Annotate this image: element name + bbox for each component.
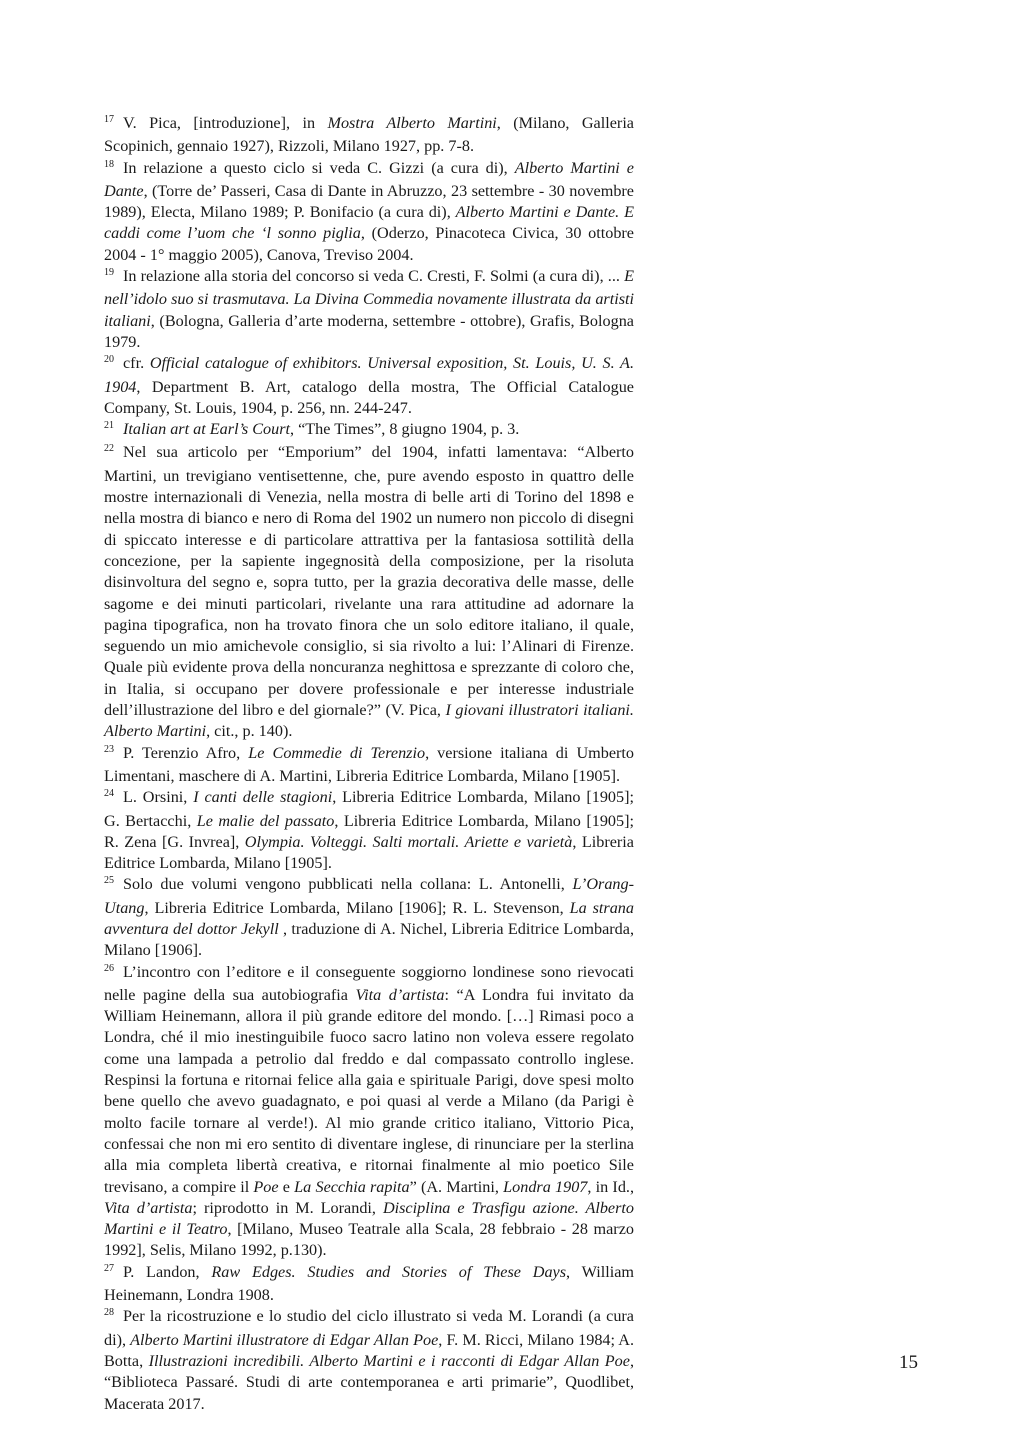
footnote-text: , “Biblioteca Passaré. Studi di arte contemporanea e arti primarie”, Quodlibet, Macerata 2017. — [104, 1351, 634, 1413]
footnote-italic-text: Raw Edges. Studies and Stories of These Days — [211, 1262, 567, 1281]
footnote-text: ” (A. Martini, — [409, 1177, 504, 1196]
footnote-italic-text: Official catalogue of exhibitors. Universal exposition, St. Louis, U. S. A. 1904 — [104, 354, 634, 396]
footnote-text: L. Orsini, — [123, 788, 194, 807]
footnote-italic-text: L’Orang-Utang — [104, 875, 634, 917]
footnote-text: , [Milano, Museo Teatrale alla Scala, 28 febbraio - 28 marzo 1992], Selis, Milano 1992, p.130). — [104, 1220, 634, 1260]
footnote-italic-text: Londra 1907 — [503, 1177, 588, 1196]
footnote-italic-text: Alberto Martini e Dante — [104, 158, 634, 200]
footnote-text: , traduzione di A. Nichel, Libreria Editrice Lombarda, Milano [1906]. — [104, 919, 634, 960]
footnote-number: 26 — [104, 962, 114, 974]
footnote-text: V. Pica, [introduzione], in — [123, 114, 328, 132]
footnote — [104, 962, 634, 1262]
footnote-text: Nel sua articolo per “Emporium” del 1904, infatti lamentava: “Alberto Martini, un trevigiano ventisettenne, che, pure avendo esposto in quattro delle mostre internazionali di Venezia, nella mostra di belle arti di Torino del 1898 e nella mostra di bianco e nero di Roma del 1902 un numero non piccolo di disegni di spiccato interesse e di particolare attrattiva per la fantasiosa sottilità della concezione, per la sapiente ingegnosità della composizione, per la risoluta disinvoltura del segno e, sopra tutto, per la grazia decorativa delle masse, delle sagome e dei minuti particolari, rivelante una rara attitudine ad adornare la pagina tipografica, non ha trovato finora che un solo editore italiano, il quale, seguendo un mio amichevole consiglio, si sia rivolto a lui: l’Alinari di Firenze. Quale più evidente prova della noncuranza neghittosa e sprezzante di coloro che, in Italia, si occupano per dovere professionale e per interesse industriale dell’illustrazione del libro e del giornale?” (V. Pica, — [104, 443, 634, 720]
footnote — [104, 1262, 634, 1307]
footnote-number: 19 — [104, 267, 114, 279]
footnote-text: : “A Londra fui invitato da William Heinemann, allora il più grande editore del mondo. […] Rimasi poco a Londra, ché il mio inestinguibile fuoco sacro latino non voleva essere regolato come una lampada a petrolio dal freddo e dal compassato controllo inglese. Respinsi la fortuna e ritornai felice alla gaia e spirituale Parigi, dove spesi molto bene quello che avevo guadagnato, e poi quasi al verde a Milano (da Parigi è molto facile tornare al verde!). Al mio grande critico italiano, Vittorio Pica, confessai che non mi ero sentito di diventare inglese, di rinunciare per la sterlina alla mia completa libertà creativa, e ritornai finalmente al mio poetico Sile trevisano, a compire il — [104, 985, 634, 1196]
footnote-text: , F. M. Ricci, Milano 1984; A. Botta, — [104, 1330, 634, 1370]
footnote — [104, 442, 634, 742]
footnote-number: 18 — [104, 158, 114, 170]
footnote-text: P. Landon, — [123, 1262, 212, 1281]
footnote-italic-text: Poe — [253, 1177, 279, 1196]
footnote-text: , Libreria Editrice Lombarda, Milano [1905]. — [104, 832, 634, 873]
footnote-text: , Department B. Art, catalogo della mostra, The Official Catalogue Company, St. Louis, 1904, p. 256, nn. 244-247. — [104, 377, 634, 417]
footnote — [104, 743, 634, 788]
footnote-text: P. Terenzio Afro, — [123, 743, 249, 762]
footnote-italic-text: Vita d’artista — [355, 985, 445, 1004]
footnote — [104, 787, 634, 874]
footnote-italic-text: Le malie del passato — [196, 811, 335, 830]
footnote-text: In relazione a questo ciclo si veda C. Gizzi (a cura di), — [123, 158, 515, 177]
footnote-italic-text: I canti delle stagioni — [193, 788, 333, 807]
footnote-italic-text: Disciplina e Trasfigu azione. Alberto Martini e il Teatro — [104, 1198, 635, 1239]
footnote-italic-text: Olympia. Volteggi. Salti mortali. Ariette e varietà — [244, 832, 573, 851]
footnote-number: 24 — [104, 788, 114, 800]
footnote-text: , cit., p. 140). — [206, 722, 293, 741]
footnote — [104, 1306, 634, 1414]
page-number: 15 — [899, 1352, 918, 1373]
footnote-italic-text: La Secchia rapita — [294, 1177, 410, 1196]
footnote — [104, 266, 634, 353]
footnote — [104, 419, 634, 442]
footnote-text: , (Torre de’ Passeri, Casa di Dante in Abruzzo, 23 settembre - 30 novembre 1989), Electa, Milano 1989; P. Bonifacio (a cura di), — [104, 181, 634, 222]
footnote-text: , (Oderzo, Pinacoteca Civica, 30 ottobre 2004 - 1° maggio 2005), Canova, Treviso 2004. — [104, 224, 634, 264]
footnote-text: , Libreria Editrice Lombarda, Milano [1905]; G. Bertacchi, — [104, 788, 635, 830]
footnote-text: , in Id., — [587, 1177, 635, 1196]
footnote-text: , Libreria Editrice Lombarda, Milano [1906]; R. L. Stevenson, — [144, 898, 570, 917]
footnote-text: , William Heinemann, Londra 1908. — [104, 1262, 635, 1305]
footnote-text: ; riprodotto in M. Lorandi, — [192, 1198, 383, 1217]
footnote-italic-text: I giovani illustratori italiani. Alberto Martini — [104, 701, 634, 741]
footnote-text: , Libreria Editrice Lombarda, Milano [1905]; R. Zena [G. Invrea], — [104, 811, 634, 851]
footnote-number: 17 — [104, 114, 114, 125]
footnote-text: L’incontro con l’editore e il conseguente soggiorno londinese sono rievocati nelle pagine della sua autobiografia — [104, 962, 634, 1004]
footnote-text: , (Bologna, Galleria d’arte moderna, settembre - ottobre), Grafis, Bologna 1979. — [104, 311, 634, 351]
footnote — [104, 158, 634, 266]
footnote-text: , “The Times”, 8 giugno 1904, p. 3. — [290, 420, 520, 439]
footnote-italic-text: Italian art at Earl’s Court — [123, 420, 290, 439]
footnote-text: , (Milano, Galleria Scopinich, gennaio 1927), Rizzoli, Milano 1927, pp. 7-8. — [104, 114, 634, 156]
footnote-text: e — [278, 1177, 295, 1196]
footnote-number: 27 — [104, 1262, 114, 1274]
footnote — [104, 353, 634, 419]
footnote — [104, 874, 634, 961]
footnote-text: , versione italiana di Umberto Limentani, maschere di A. Martini, Libreria Editrice Lombarda, Milano [1905]. — [104, 743, 634, 785]
footnote-italic-text: Le Commedie di Terenzio — [248, 743, 426, 762]
footnote-text: Per la ricostruzione e lo studio del ciclo illustrato si veda M. Lorandi (a cura di), — [104, 1307, 634, 1349]
footnote-number: 21 — [104, 420, 114, 432]
footnote-text: Solo due volumi vengono pubblicati nella collana: L. Antonelli, — [123, 875, 573, 894]
footnote-italic-text: E nell’idolo suo si trasmutava. La Divina Commedia novamente illustrata da artisti italiani — [104, 267, 634, 330]
footnote-italic-text: Alberto Martini illustratore di Edgar Allan Poe — [130, 1330, 439, 1349]
footnote-number: 22 — [104, 443, 114, 455]
footnote-italic-text: Vita d’artista — [104, 1198, 193, 1217]
footnote-number: 23 — [104, 743, 114, 755]
footnote-italic-text: Illustrazioni incredibili. Alberto Martini e i racconti di Edgar Allan Poe — [148, 1351, 630, 1370]
footnote-number: 25 — [104, 875, 114, 887]
footnote — [104, 113, 634, 158]
footnote-number: 20 — [104, 354, 114, 366]
footnote-number: 28 — [104, 1307, 114, 1319]
footnote-text: In relazione alla storia del concorso si veda C. Cresti, F. Solmi (a cura di), ... — [123, 267, 625, 286]
footnote-italic-text: Alberto Martini e Dante. E caddi come l’uom che ‘l sonno piglia — [104, 203, 634, 243]
footnote-italic-text: La strana avventura del dottor Jekyll — [104, 898, 634, 938]
footnote-text: cfr. — [123, 354, 150, 373]
footnote-italic-text: Mostra Alberto Martini — [327, 114, 497, 132]
footnotes-list — [104, 113, 634, 1415]
